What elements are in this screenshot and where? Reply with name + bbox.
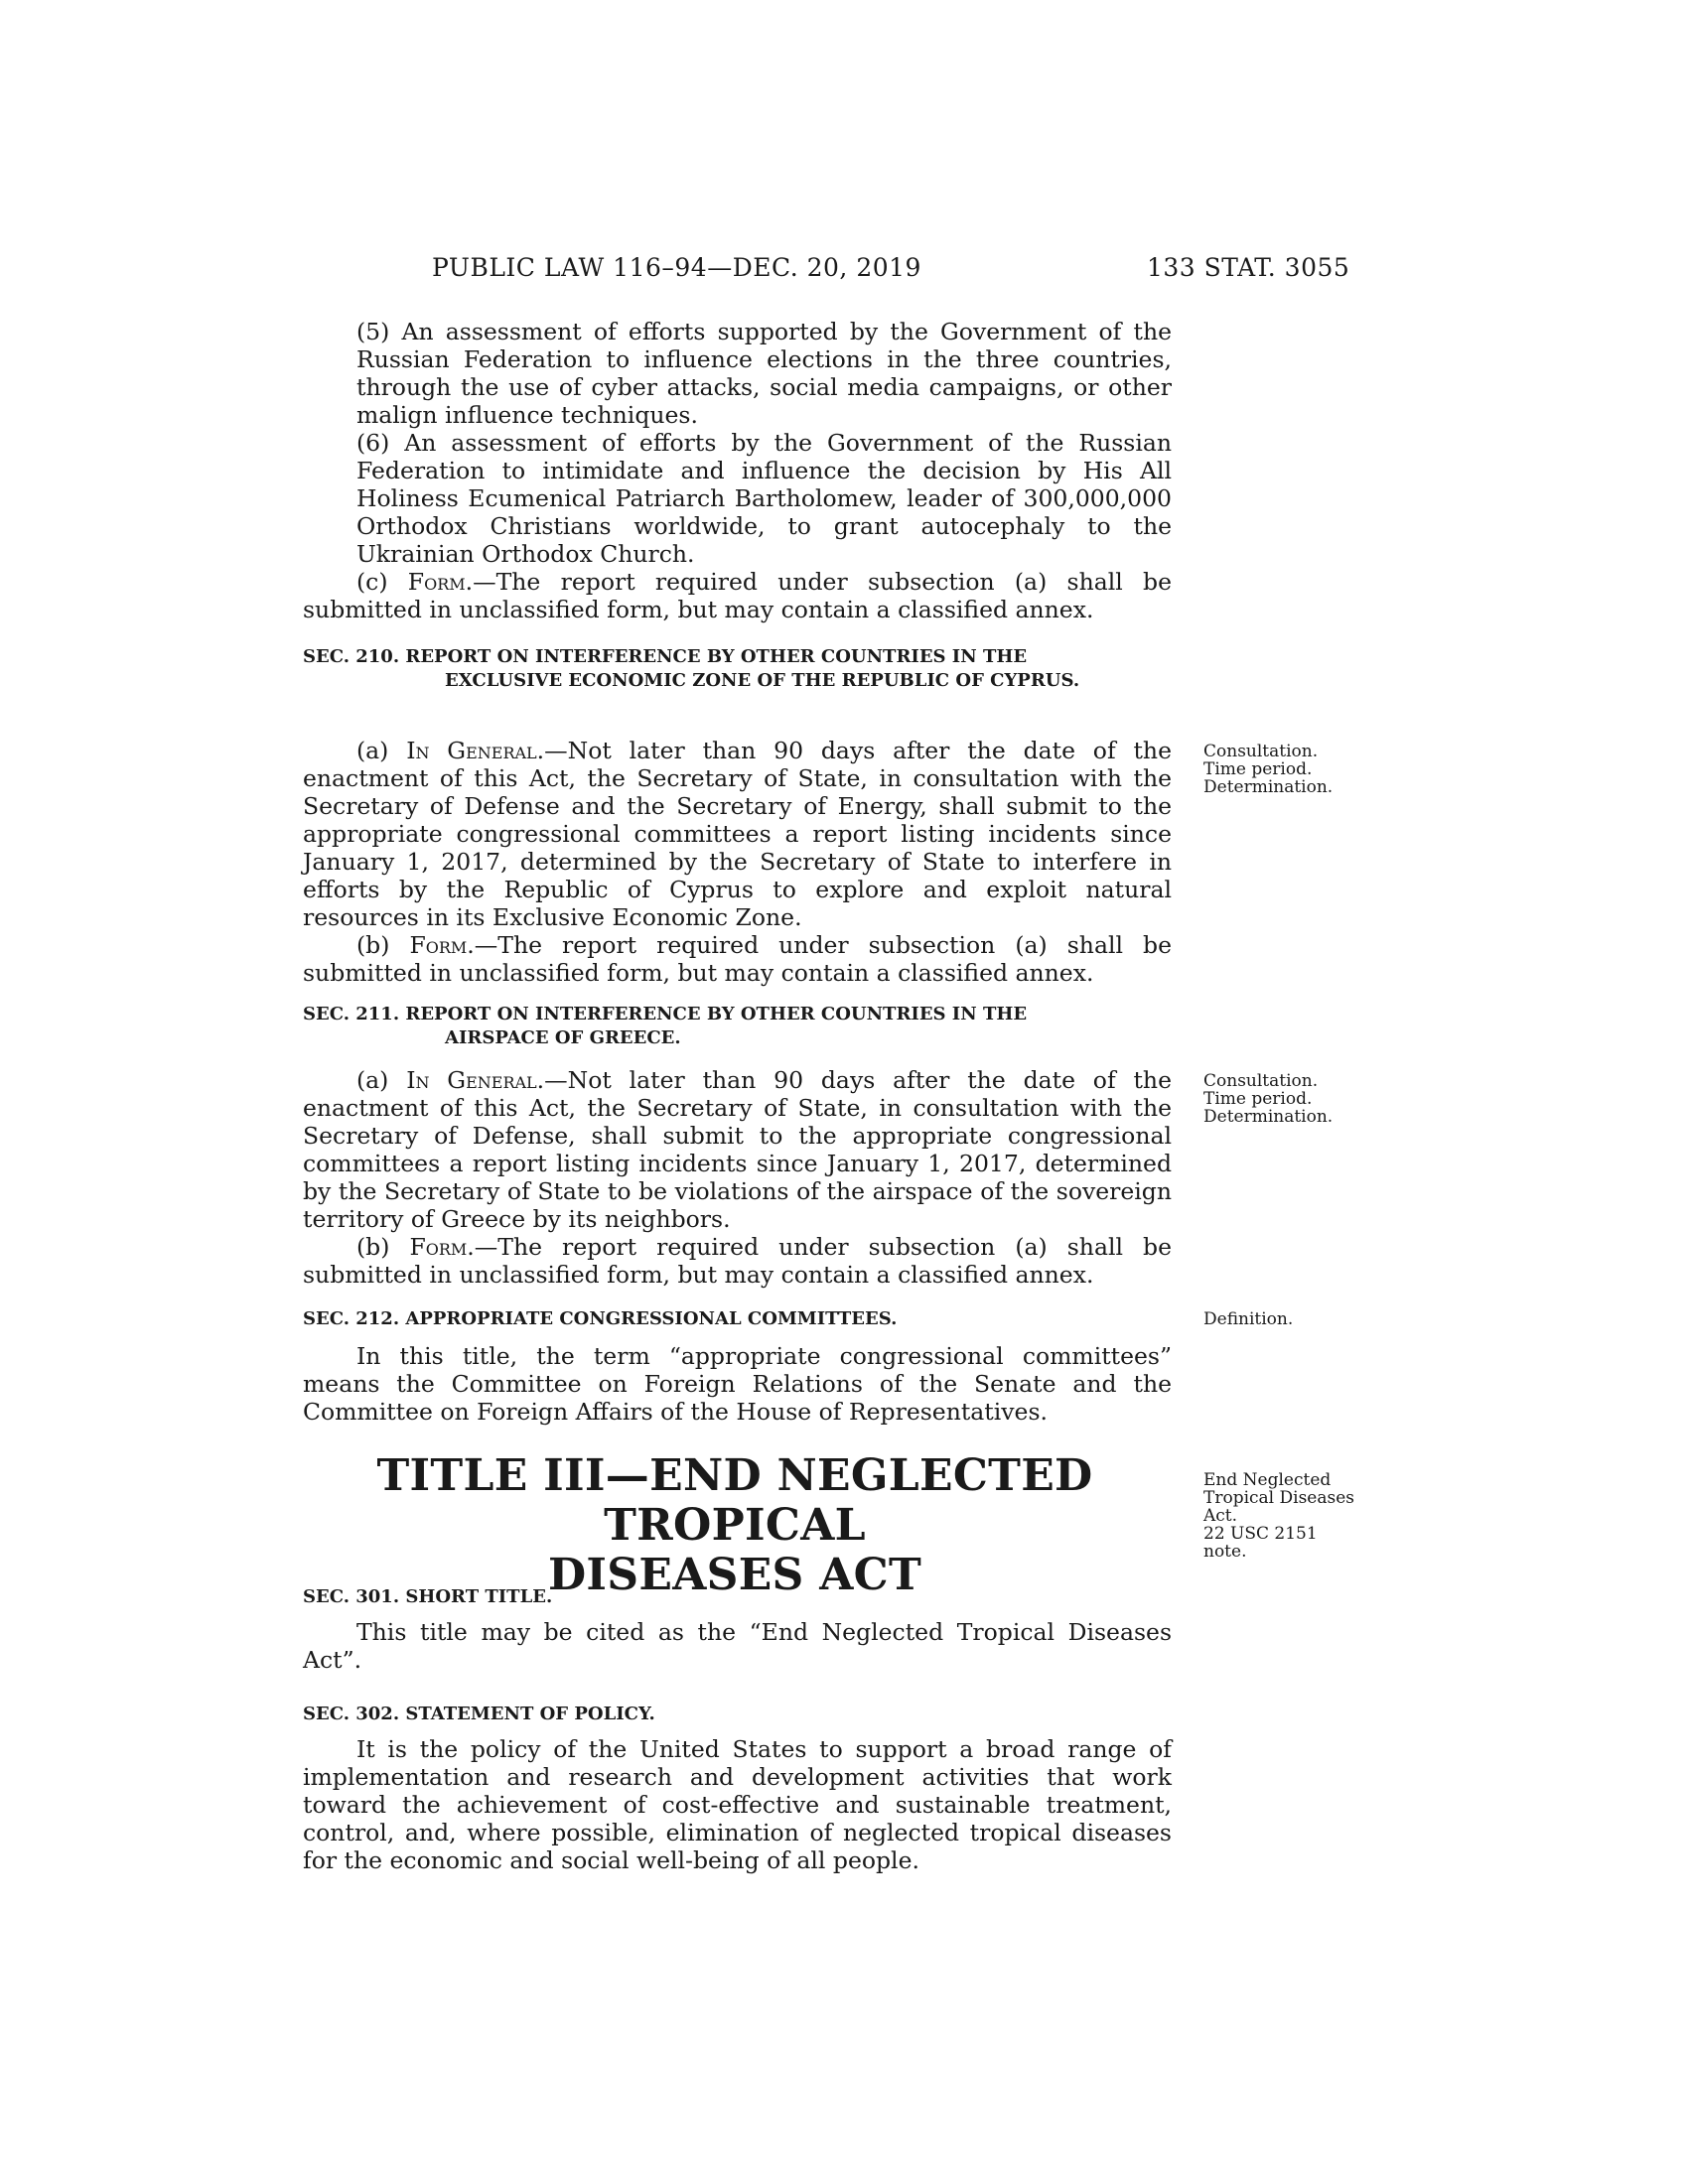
sec-210-body xyxy=(303,737,1172,987)
sec-302-body xyxy=(303,1735,1172,1874)
sec-210-a-heading: In General xyxy=(406,737,537,764)
margin-note: End Neglected xyxy=(1203,1470,1332,1490)
sec-210-heading xyxy=(303,645,1172,693)
title-iii-line2: DISEASES ACT xyxy=(547,1550,922,1600)
title-iii-margin-notes xyxy=(1203,1471,1402,1561)
subsection-c-heading: Form xyxy=(407,568,466,596)
sec-210-b-label: (b) xyxy=(356,931,410,959)
sec-210-b-heading: Form xyxy=(409,931,468,959)
sec-211-a-heading: In General xyxy=(406,1066,537,1094)
sec-212-heading: SEC. 212. APPROPRIATE CONGRESSIONAL COMMITTEES. xyxy=(303,1308,898,1329)
running-header-stat: 133 STAT. 3055 xyxy=(1147,253,1350,282)
sec-210-a-text: .—Not later than 90 days after the date of the enactment of this Act, the Secretary of State, in consultation with the Secretary of Defense and the Secretary of Energy, shall submit to the appropriate congressional committees a report listing incidents since January 1, 2017, determined by the Secretary of State to interfere in efforts by the Republic of Cyprus to explore and exploit natural resources in its Exclusive Economic Zone. xyxy=(303,737,1172,931)
paragraph-6-text: (6) An assessment of efforts by the Government of the Russian Federation to intimidate and influence the decision by His All Holiness Ecumenical Patriarch Bartholomew, leader of 300,000,000 Orthodox Christians worldwide, to grant autocephaly to the Ukrainian Orthodox Church. xyxy=(356,429,1172,568)
title-iii-heading xyxy=(298,1451,1172,1600)
sec-211-b-label: (b) xyxy=(356,1233,410,1261)
sec-211-body xyxy=(303,1066,1172,1289)
section-209-continuation xyxy=(303,318,1172,623)
sec-210-b-text: .—The report required under subsection (a) shall be submitted in unclassified form, but may contain a classified annex. xyxy=(303,931,1172,987)
sec-301-text: This title may be cited as the “End Neglected Tropical Diseases Act”. xyxy=(303,1618,1172,1674)
sec-301-body xyxy=(303,1618,1172,1674)
paragraph-5 xyxy=(303,318,1172,429)
sec-302-text: It is the policy of the United States to support a broad range of implementation and research and development activities that work toward the achievement of cost-effective and sustainable treatment, control, and, where possible, elimination of neglected tropical diseases for the economic and social well-being of all people. xyxy=(303,1735,1172,1874)
sec-211-subsection-a xyxy=(303,1066,1172,1233)
margin-note: Time period. xyxy=(1203,1089,1313,1109)
sec-211-heading xyxy=(303,1003,1172,1050)
subsection-c-label: (c) xyxy=(356,568,408,596)
sec-211-margin-notes xyxy=(1203,1072,1402,1126)
margin-note: Determination. xyxy=(1203,1107,1334,1127)
margin-note: Act. xyxy=(1203,1506,1238,1526)
sec-211-heading-cont: AIRSPACE OF GREECE. xyxy=(445,1027,681,1048)
sec-210-margin-notes xyxy=(1203,743,1402,796)
sec-301-heading: SEC. 301. SHORT TITLE. xyxy=(303,1586,553,1607)
running-header-law: PUBLIC LAW 116–94—DEC. 20, 2019 xyxy=(432,253,921,282)
sec-211-subsection-b xyxy=(303,1233,1172,1289)
sec-210-a-label: (a) xyxy=(356,737,407,764)
sec-211-heading-line1: SEC. 211. REPORT ON INTERFERENCE BY OTHER COUNTRIES IN THE xyxy=(303,1004,1028,1024)
margin-note: 22 USC 2151 xyxy=(1203,1524,1318,1544)
sec-212-text: In this title, the term “appropriate congressional committees” means the Committee on Foreign Relations of the Senate and the Committee on Foreign Affairs of the House of Representatives. xyxy=(303,1342,1172,1426)
title-iii-line1: TITLE III—END NEGLECTED TROPICAL xyxy=(376,1450,1093,1551)
paragraph-5-text: (5) An assessment of efforts supported by the Government of the Russian Federation to influence elections in the three countries, through the use of cyber attacks, social media campaigns, or other malign influence techniques. xyxy=(356,318,1172,429)
sec-211-b-text: .—The report required under subsection (a) shall be submitted in unclassified form, but may contain a classified annex. xyxy=(303,1233,1172,1289)
margin-note: Determination. xyxy=(1203,777,1334,797)
sec-210-subsection-b xyxy=(303,931,1172,987)
sec-210-heading-line1: SEC. 210. REPORT ON INTERFERENCE BY OTHER COUNTRIES IN THE xyxy=(303,646,1028,667)
sec-211-a-text: .—Not later than 90 days after the date of the enactment of this Act, the Secretary of State, in consultation with the Secretary of Defense, shall submit to the appropriate congressional committees a report listing incidents since January 1, 2017, determined by the Secretary of State to be violations of the airspace of the sovereign territory of Greece by its neighbors. xyxy=(303,1066,1172,1233)
sec-210-subsection-a xyxy=(303,737,1172,931)
sec-211-b-heading: Form xyxy=(409,1233,468,1261)
sec-210-heading-cont: EXCLUSIVE ECONOMIC ZONE OF THE REPUBLIC OF CYPRUS. xyxy=(445,670,1080,691)
margin-note: Consultation. xyxy=(1203,742,1319,761)
sec-302-heading: SEC. 302. STATEMENT OF POLICY. xyxy=(303,1704,655,1724)
margin-note: Consultation. xyxy=(1203,1071,1319,1091)
subsection-c-text: .—The report required under subsection (a) shall be submitted in unclassified form, but may contain a classified annex. xyxy=(303,568,1173,623)
subsection-c xyxy=(303,568,1172,623)
sec-211-a-label: (a) xyxy=(356,1066,407,1094)
sec-212-margin-note: Definition. xyxy=(1203,1309,1294,1329)
paragraph-6 xyxy=(303,429,1172,568)
margin-note: note. xyxy=(1203,1542,1247,1562)
margin-note: Tropical Diseases xyxy=(1203,1488,1355,1508)
margin-note: Time period. xyxy=(1203,759,1313,779)
sec-212-body xyxy=(303,1342,1172,1426)
